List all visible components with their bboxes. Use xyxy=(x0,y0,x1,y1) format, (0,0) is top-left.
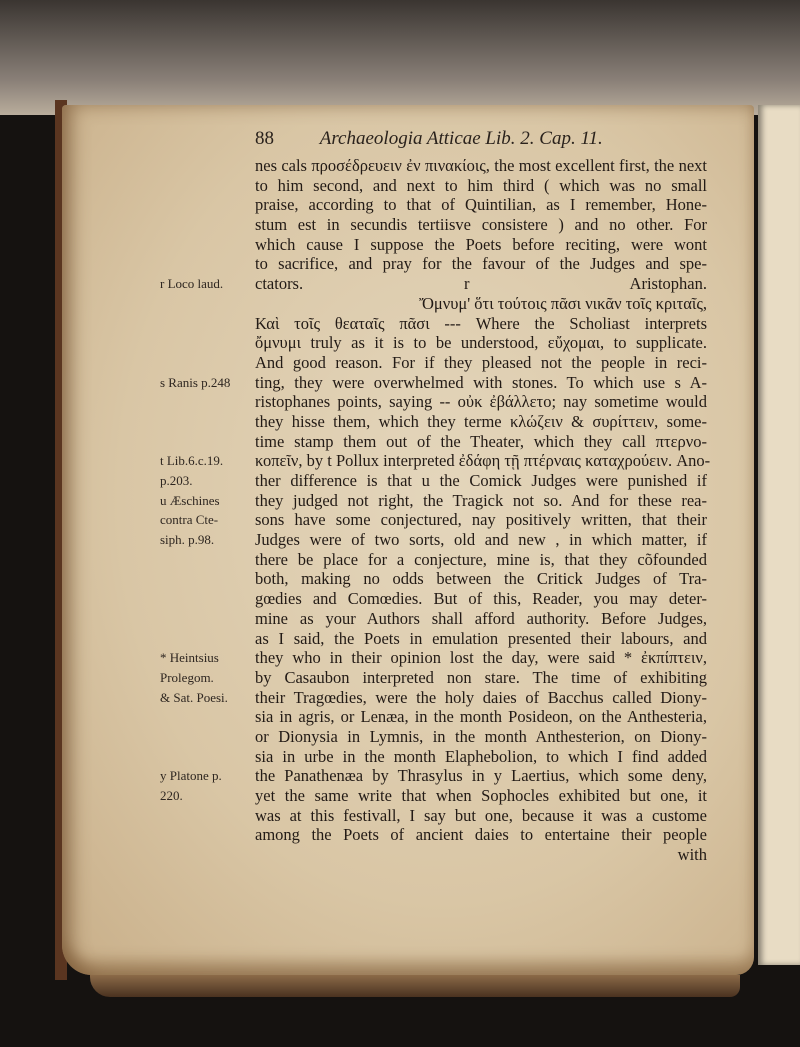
text-line xyxy=(160,589,707,609)
text-line xyxy=(160,530,707,550)
text-line xyxy=(160,648,707,668)
text-line xyxy=(160,688,707,708)
text-line xyxy=(160,294,707,314)
text-line xyxy=(160,707,707,727)
text-line xyxy=(160,569,707,589)
margin-note: t Lib.6.c.19. xyxy=(160,453,224,469)
body-text: mine as your Authors shall afford authority. Before Judges, xyxy=(255,608,707,628)
body-text: sia in urbe in the month Elaphebolion, to which I find added xyxy=(255,746,707,766)
body-text: the Panathenæa by Thrasylus in y Laertius, which some deny, xyxy=(255,766,707,786)
body-text: sons have some conjectured, nay positively written, that their xyxy=(255,510,707,530)
text-line xyxy=(160,254,707,274)
body-text: ther difference is that u the Comick Judges were punished if xyxy=(255,471,707,490)
margin-note: r Loco laud. xyxy=(160,276,224,292)
body-text: to him second, and next to him third ( which was no small xyxy=(255,175,707,195)
body-text: time stamp them out of the Theater, which they call πτερνο- xyxy=(255,431,707,451)
body-text: or Dionysia in Lymnis, in the month Anthesterion, on Diony- xyxy=(255,726,707,746)
body-text: ctators. r Aristophan. xyxy=(255,274,707,294)
margin-note: contra Cte- xyxy=(160,512,219,528)
body-text: which cause I suppose the Poets before reciting, were wont xyxy=(255,234,707,254)
text-line xyxy=(160,176,707,196)
body-text: they who in their opinion lost the day, were said * ἐκπίπτειν, xyxy=(255,648,707,668)
text-line xyxy=(160,766,707,786)
body-text: there be place for a conjecture, mine is, that they cõfounded xyxy=(255,549,707,569)
body-text: Καὶ τοῖς θεαταῖς πᾶσι --- Where the Scholiast interprets xyxy=(255,313,707,333)
adjacent-page-edge xyxy=(758,105,800,965)
text-line xyxy=(160,825,707,845)
body-text: to sacrifice, and pray for the favour of the Judges and spe- xyxy=(255,254,707,274)
text-line xyxy=(160,806,707,826)
text-line xyxy=(160,747,707,767)
body-text: they hisse them, which they terme κλώζειν & συρίττειν, some- xyxy=(255,411,707,431)
body-text: their Tragœdies, were the holy daies of Bacchus called Diony- xyxy=(255,687,707,707)
text-line xyxy=(160,215,707,235)
text-line xyxy=(160,471,707,491)
body-text: ὄμνυμι truly as it is to be understood, εὔχομαι, to supplicate. xyxy=(255,333,707,353)
margin-note: y Platone p. xyxy=(160,768,222,784)
body-text: ting, they were overwhelmed with stones. To which use s A- xyxy=(255,372,707,392)
text-line xyxy=(160,314,707,334)
text-line xyxy=(160,668,707,688)
body-text: praise, according to that of Quintilian, as I remember, Hone- xyxy=(255,195,707,215)
text-line xyxy=(160,786,707,806)
body-text: was at this festivall, I say but one, because it was a custome xyxy=(255,805,707,825)
running-header xyxy=(255,128,715,150)
page-number: 88 xyxy=(255,128,274,149)
page-fore-edge xyxy=(90,975,740,997)
running-title: Archaeologia Atticae Lib. 2. Cap. 11. xyxy=(319,128,603,149)
text-line xyxy=(160,235,707,255)
body-text: And good reason. For if they pleased not the people in reci- xyxy=(255,352,707,372)
body-text: both, making no odds between the Critick Judges of Tra- xyxy=(255,569,707,589)
text-line xyxy=(160,156,707,176)
text-line xyxy=(160,550,707,570)
text-line xyxy=(160,609,707,629)
margin-note: & Sat. Poesi. xyxy=(160,689,228,705)
text-line xyxy=(160,412,707,432)
margin-note: s Ranis p.248 xyxy=(160,374,231,390)
body-text: by Casaubon interpreted non stare. The time of exhibiting xyxy=(255,667,707,687)
text-line xyxy=(160,629,707,649)
margin-note: siph. p.98. xyxy=(160,532,215,548)
text-line xyxy=(160,392,707,412)
body-text: as I said, the Poets in emulation presented their labours, and xyxy=(255,628,707,648)
background-blur xyxy=(0,0,800,115)
margin-note: * Heintsius xyxy=(160,650,219,666)
body-text: with xyxy=(677,845,707,865)
text-line xyxy=(160,195,707,215)
text-line xyxy=(160,491,707,511)
body-text: gœdies and Comœdies. But of this, Reader, you may deter- xyxy=(255,589,707,609)
margin-note: Prolegom. xyxy=(160,669,214,685)
text-line xyxy=(160,510,707,530)
body-text: Judges were of two sorts, old and new , in which matter, if xyxy=(255,530,707,550)
margin-note: p.203. xyxy=(160,473,193,488)
page-body xyxy=(160,156,711,865)
body-text: sia in agris, or Lenæa, in the month Posideon, on the Anthesteria, xyxy=(255,707,707,727)
text-line xyxy=(160,333,707,353)
body-text: ristophanes points, saying -- οὐκ ἐβάλλετο; nay sometime would xyxy=(255,392,707,412)
body-text: yet the same write that when Sophocles exhibited but one, it xyxy=(255,786,707,805)
text-line xyxy=(160,353,707,373)
body-text: κοπεῖν, by t Pollux interpreted ἐδάφη τῇ πτέρναις καταχρούειν. Ano- xyxy=(255,451,711,471)
text-line xyxy=(160,373,707,393)
text-line xyxy=(160,274,707,294)
margin-note: u Æschines xyxy=(160,492,220,508)
body-text: among the Poets of ancient daies to entertaine their people xyxy=(255,825,707,845)
text-line xyxy=(160,845,707,865)
text-line xyxy=(160,727,707,747)
body-text: nes cals προσέδρευειν ἐν πινακίοις, the most excellent first, the next xyxy=(255,156,707,175)
text-line xyxy=(160,432,707,452)
text-line xyxy=(160,451,711,471)
body-text: Ὄμνυμ' ὅτι τούτοις πᾶσι νικᾶν τοῖς κριταῖς, xyxy=(419,293,707,313)
margin-note: 220. xyxy=(160,788,183,803)
body-text: they judged not right, the Tragick not so. And for these rea- xyxy=(255,490,707,510)
body-text: stum est in secundis tertiisve consistere ) and no other. For xyxy=(255,215,707,235)
